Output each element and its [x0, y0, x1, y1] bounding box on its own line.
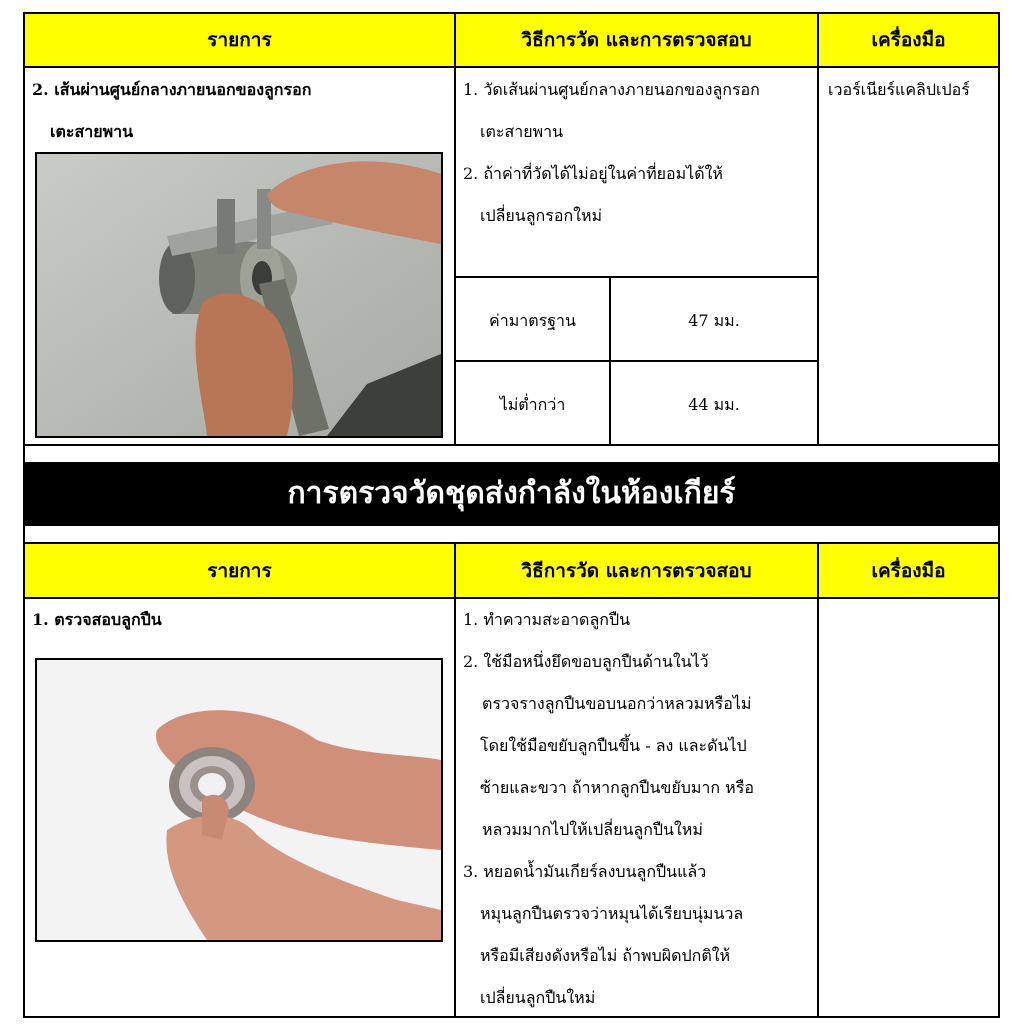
table2-method-line-2: 2. ใช้มือหนึ่งยึดขอบลูกปืนด้านในไว้: [463, 652, 709, 671]
t1-border-col2: [817, 12, 819, 446]
table2-method-line-4: โดยใช้มือขยับลูกปืนขึ้น - ลง และดันไป: [480, 736, 747, 755]
t2-border-top: [23, 542, 1000, 544]
table2-method-line-3: ตรวจรางลูกปืนขอบนอกว่าหลวมหรือไม่: [482, 694, 752, 713]
t2-border-col1: [454, 542, 456, 1018]
bearing-photo-illustration: [37, 660, 441, 940]
spec-standard-label: ค่ามาตรฐาน: [489, 311, 576, 330]
t1-border-col1: [454, 12, 456, 446]
spec-standard-value: 47 มม.: [688, 311, 740, 330]
table2-method-line-10: เปลี่ยนลูกปืนใหม่: [480, 988, 596, 1007]
t1-border-right: [998, 12, 1000, 446]
table1-method-line-1: 1. วัดเส้นผ่านศูนย์กลางภายนอกของลูกรอก: [463, 80, 760, 99]
section-banner: การตรวจวัดชุดส่งกำลังในห้องเกียร์: [24, 462, 999, 526]
table1-method-line-2: เตะสายพาน: [480, 122, 564, 141]
t2-border-right: [998, 542, 1000, 1018]
table2-header-item: รายการ: [207, 560, 272, 582]
t1-border-bottom: [23, 444, 1000, 446]
table2-header-method: วิธีการวัด และการตรวจสอบ: [521, 560, 752, 582]
table2-header-tool: เครื่องมือ: [871, 560, 946, 582]
t1-border-top: [23, 12, 1000, 14]
table1-method-line-4: เปลี่ยนลูกรอกใหม่: [480, 206, 603, 225]
spec-minimum-label: ไม่ต่ำกว่า: [499, 395, 566, 414]
caliper-photo-illustration: [37, 154, 441, 436]
table1-method-line-3: 2. ถ้าค่าที่วัดได้ไม่อยู่ในค่าที่ยอมได้ให้: [463, 164, 723, 183]
caliper-measuring-pulley-photo: [35, 152, 443, 438]
table1-tool: เวอร์เนียร์แคลิปเปอร์: [828, 80, 970, 99]
table2-method-line-7: 3. หยอดน้ำมันเกียร์ลงบนลูกปืนแล้ว: [463, 862, 707, 881]
table1-header-method: วิธีการวัด และการตรวจสอบ: [521, 29, 752, 51]
spec-minimum-value: 44 มม.: [688, 395, 740, 414]
table2-method-line-6: หลวมมากไปให้เปลี่ยนลูกปืนใหม่: [482, 820, 703, 839]
t2-border-header-bottom: [23, 597, 1000, 599]
table2-item-title: 1. ตรวจสอบลูกปืน: [32, 610, 162, 629]
t1-border-header-bottom: [23, 66, 1000, 68]
t1-spec-mid: [455, 360, 818, 362]
t1-spec-col: [609, 276, 611, 446]
t2-border-bottom: [23, 1016, 1000, 1018]
t1-border-left: [23, 12, 25, 446]
t1-spec-top: [455, 276, 818, 278]
t2-border-col2: [817, 542, 819, 1018]
table1-header-tool: เครื่องมือ: [871, 29, 946, 51]
table2-method-line-8: หมุนลูกปืนตรวจว่าหมุนได้เรียบนุ่มนวล: [480, 904, 744, 923]
t2-border-left: [23, 542, 25, 1018]
table1-item-title: 2. เส้นผ่านศูนย์กลางภายนอกของลูกรอก: [32, 80, 312, 99]
table1-item-title-cont: เตะสายพาน: [50, 122, 134, 141]
table2-method-line-9: หรือมีเสียงดังหรือไม่ ถ้าพบผิดปกติให้: [480, 946, 731, 965]
table2-method-line-5: ซ้ายและขวา ถ้าหากลูกปืนขยับมาก หรือ: [480, 778, 754, 797]
table1-header-item: รายการ: [207, 29, 272, 51]
table2-method-line-1: 1. ทำความสะอาดลูกปืน: [463, 610, 631, 629]
bearing-inspection-photo: [35, 658, 443, 942]
